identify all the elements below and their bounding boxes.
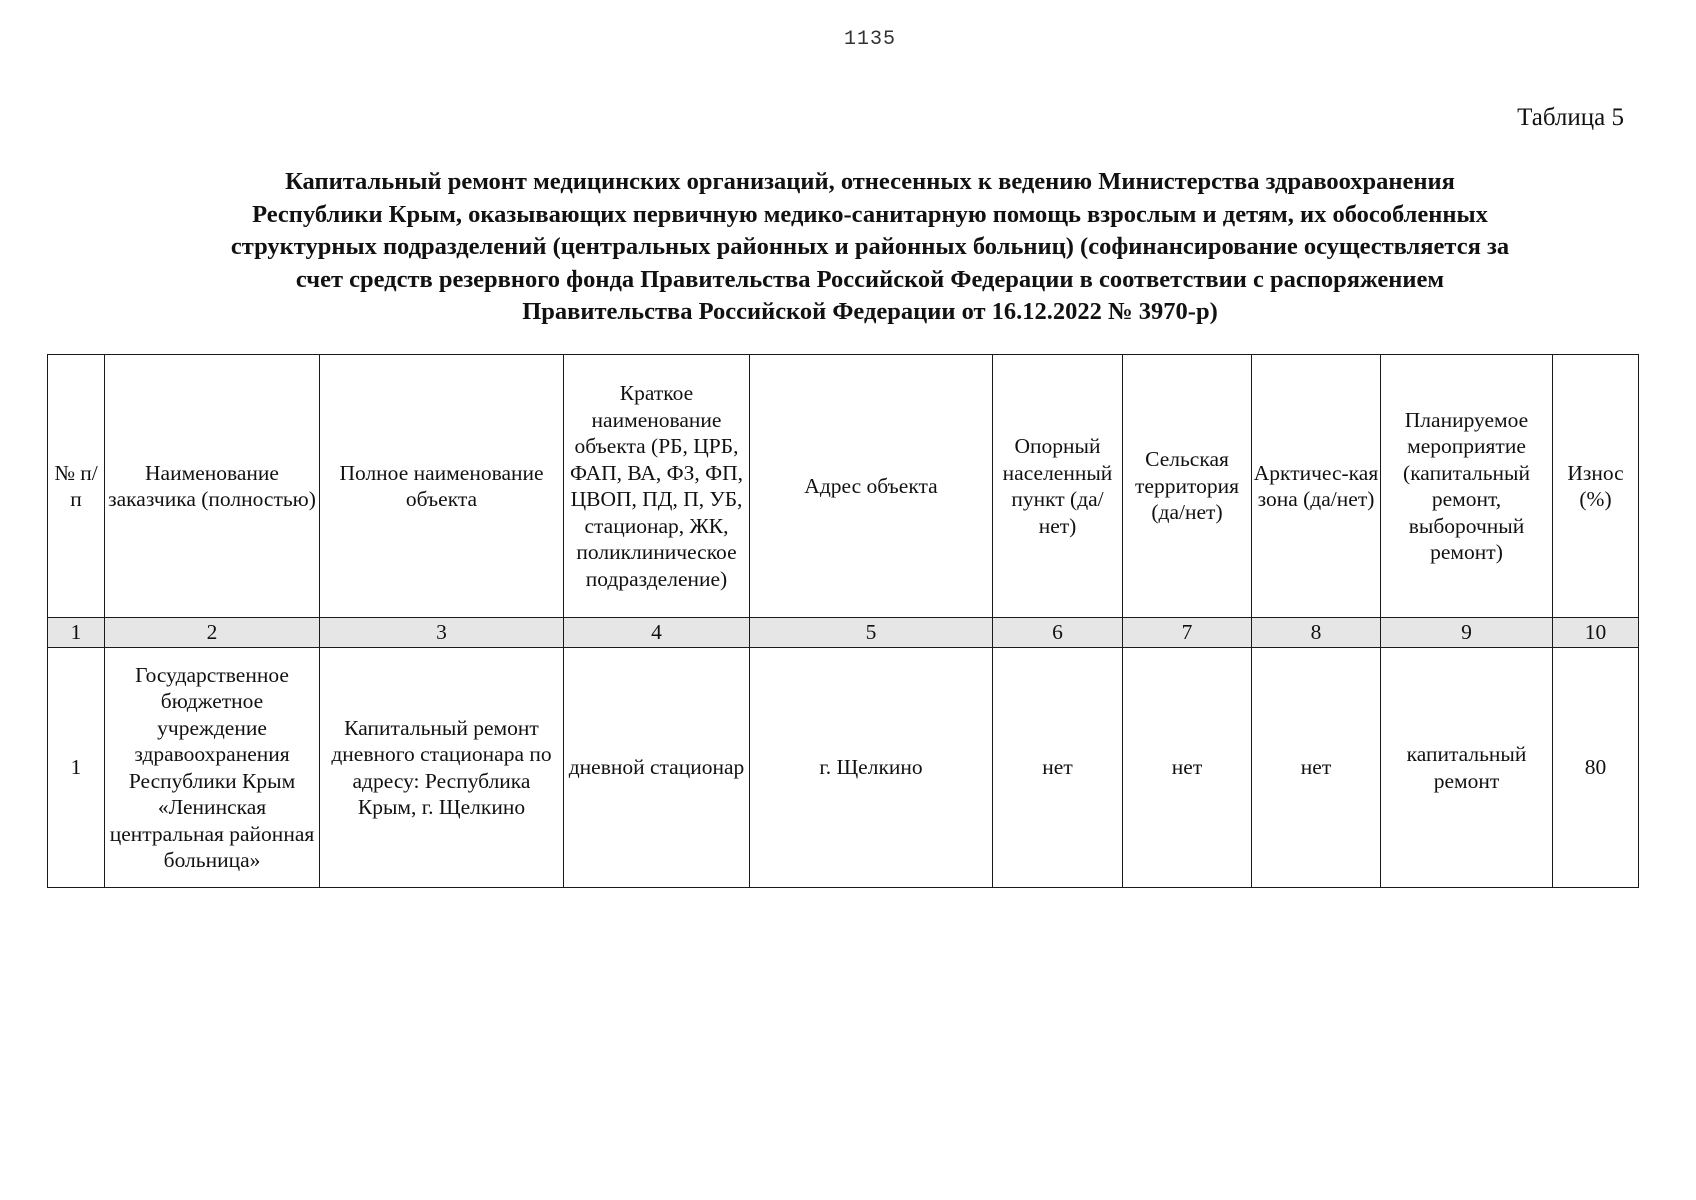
- title-line: Капитальный ремонт медицинских организаций, отнесенных к ведению Министерства здравоохранения: [285, 168, 1455, 195]
- header-cell-number: № п/п: [48, 355, 105, 618]
- column-number-cell: 4: [564, 618, 750, 648]
- column-number-cell: 6: [993, 618, 1123, 648]
- cell-customer: Государственное бюджетное учреждение здравоохранения Республики Крым «Ленинская центральная районная больница»: [105, 648, 320, 888]
- header-cell-customer: Наименование заказчика (полностью): [105, 355, 320, 618]
- table-row: [48, 648, 1639, 888]
- cell-planned-event: капитальный ремонт: [1381, 648, 1553, 888]
- cell-number: 1: [48, 648, 105, 888]
- cell-address: г. Щелкино: [750, 648, 993, 888]
- header-cell-planned-event: Планируемое мероприятие (капитальный ремонт, выборочный ремонт): [1381, 355, 1553, 618]
- column-number-cell: 1: [48, 618, 105, 648]
- title-line: Правительства Российской Федерации от 16.12.2022 № 3970-р): [522, 298, 1218, 325]
- cell-reference-settlement: нет: [993, 648, 1123, 888]
- column-number-cell: 2: [105, 618, 320, 648]
- page-number: 1135: [843, 28, 896, 51]
- table-label: Таблица 5: [1517, 104, 1624, 131]
- title-line: Республики Крым, оказывающих первичную медико-санитарную помощь взрослым и детям, их обособленных: [252, 200, 1488, 228]
- title-line: счет средств резервного фонда Правительства Российской Федерации в соответствии с распоряжением: [295, 265, 1445, 293]
- column-number-cell: 10: [1553, 618, 1639, 648]
- header-cell-address: Адрес объекта: [750, 355, 993, 618]
- header-cell-rural-territory: Сельская территория (да/нет): [1123, 355, 1252, 618]
- column-number-cell: 3: [320, 618, 564, 648]
- cell-short-name: дневной стационар: [564, 648, 750, 888]
- column-number-cell: 7: [1123, 618, 1252, 648]
- header-cell-full-name: Полное наименование объекта: [320, 355, 564, 618]
- column-number-cell: 9: [1381, 618, 1553, 648]
- column-number-cell: 8: [1252, 618, 1381, 648]
- cell-wear: 80: [1553, 648, 1639, 888]
- cell-arctic-zone: нет: [1252, 648, 1381, 888]
- repair-table: [47, 354, 1639, 888]
- cell-full-name: Капитальный ремонт дневного стационара по адресу: Республика Крым, г. Щелкино: [320, 648, 564, 888]
- header-cell-arctic-zone: Арктичес-кая зона (да/нет): [1252, 355, 1381, 618]
- header-cell-short-name: Краткое наименование объекта (РБ, ЦРБ, ФАП, ВА, ФЗ, ФП, ЦВОП, ПД, П, УБ, стационар, ЖК, поликлиническое подразделение): [564, 355, 750, 618]
- column-number-cell: 5: [750, 618, 993, 648]
- cell-rural-territory: нет: [1123, 648, 1252, 888]
- header-cell-reference-settlement: Опорный населенный пункт (да/нет): [993, 355, 1123, 618]
- document-title: [110, 166, 1630, 329]
- table-header-row: [48, 355, 1639, 618]
- header-cell-wear: Износ (%): [1553, 355, 1639, 618]
- column-number-row: [48, 618, 1639, 648]
- title-line: структурных подразделений (центральных районных и районных больниц) (софинансирование осуществляется за: [230, 233, 1510, 260]
